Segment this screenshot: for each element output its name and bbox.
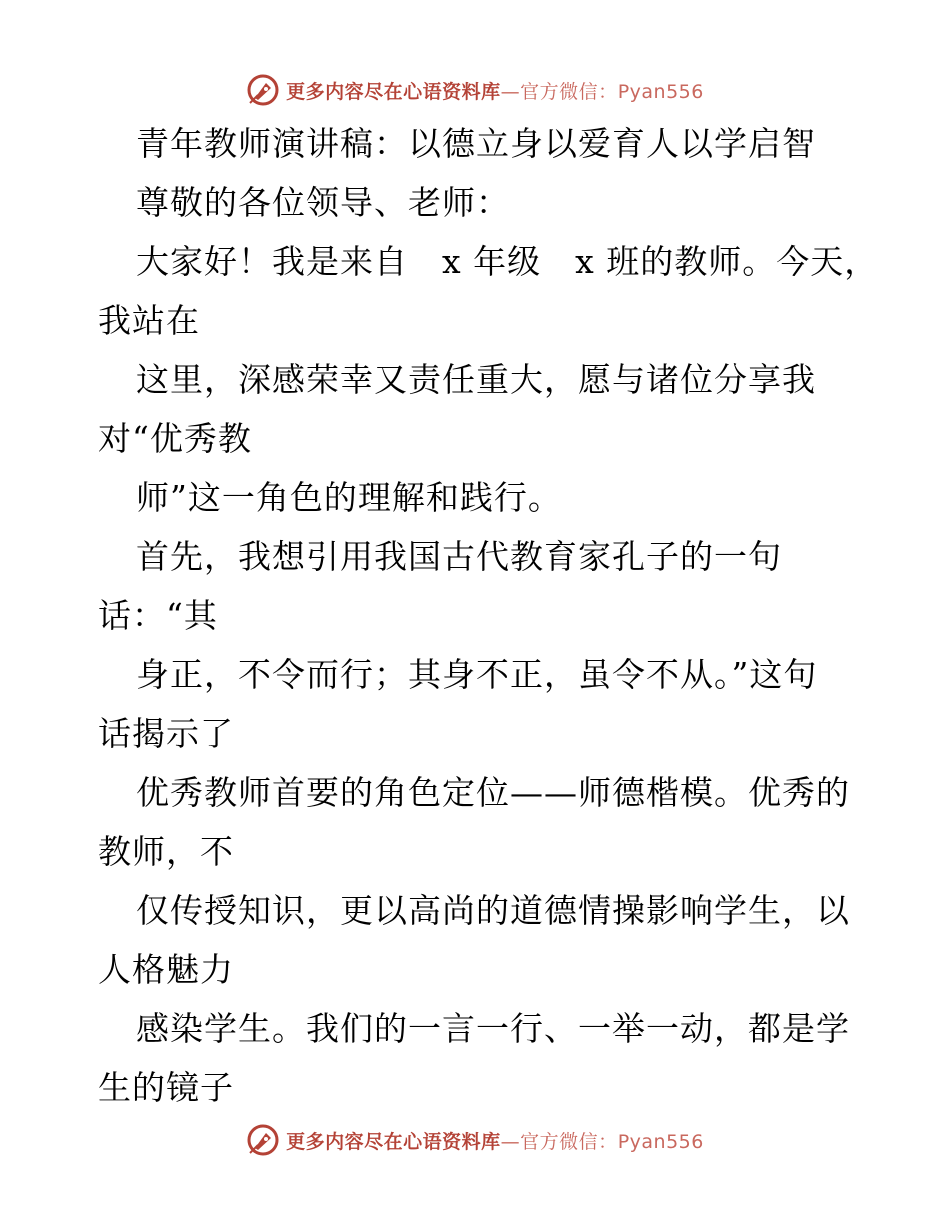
paragraph-line: 身正，不令而行；其身不正，虽令不从。”这句 <box>136 655 818 694</box>
banner-separator: — <box>500 80 521 103</box>
document-body <box>98 114 879 1117</box>
paragraph-line: 话揭示了 <box>98 714 234 753</box>
paragraph-line: 大家好！我是来自 x 年级 x 班的教师。今天， <box>136 242 879 281</box>
banner-separator: — <box>500 1130 521 1153</box>
paragraph-line: 生的镜子 <box>98 1068 234 1107</box>
header-banner <box>0 70 950 110</box>
wechat-label: 官方微信： <box>520 80 618 103</box>
wechat-label: 官方微信： <box>520 1130 618 1153</box>
banner-text <box>286 77 704 104</box>
paragraph-line: 这里，深感荣幸又责任重大，愿与诸位分享我 <box>136 360 816 399</box>
paragraph-line: 人格魅力 <box>98 950 234 989</box>
pen-nib-logo-icon <box>246 1123 280 1157</box>
paragraph-line: 优秀教师首要的角色定位——师德楷模。优秀的 <box>136 773 850 812</box>
wechat-id: Pyan556 <box>617 1130 704 1153</box>
footer-banner <box>0 1120 950 1160</box>
paragraph-line: 我站在 <box>98 301 200 340</box>
paragraph-line: 对“优秀教 <box>98 419 252 458</box>
pen-nib-logo-icon <box>246 73 280 107</box>
paragraph-line: 师”这一角色的理解和践行。 <box>136 478 562 517</box>
wechat-id: Pyan556 <box>617 80 704 103</box>
paragraph-line: 话：“其 <box>98 596 218 635</box>
banner-title: 更多内容尽在心语资料库 <box>286 1130 501 1153</box>
doc-title: 青年教师演讲稿：以德立身以爱育人以学启智 <box>136 124 816 163</box>
paragraph-line: 仅传授知识，更以高尚的道德情操影响学生，以 <box>136 891 850 930</box>
banner-text <box>286 1127 704 1154</box>
paragraph-line: 首先，我想引用我国古代教育家孔子的一句 <box>136 537 782 576</box>
banner-title: 更多内容尽在心语资料库 <box>286 80 501 103</box>
paragraph-line: 教师，不 <box>98 832 234 871</box>
paragraph-line: 感染学生。我们的一言一行、一举一动，都是学 <box>136 1009 850 1048</box>
salutation: 尊敬的各位领导、老师： <box>136 183 510 222</box>
